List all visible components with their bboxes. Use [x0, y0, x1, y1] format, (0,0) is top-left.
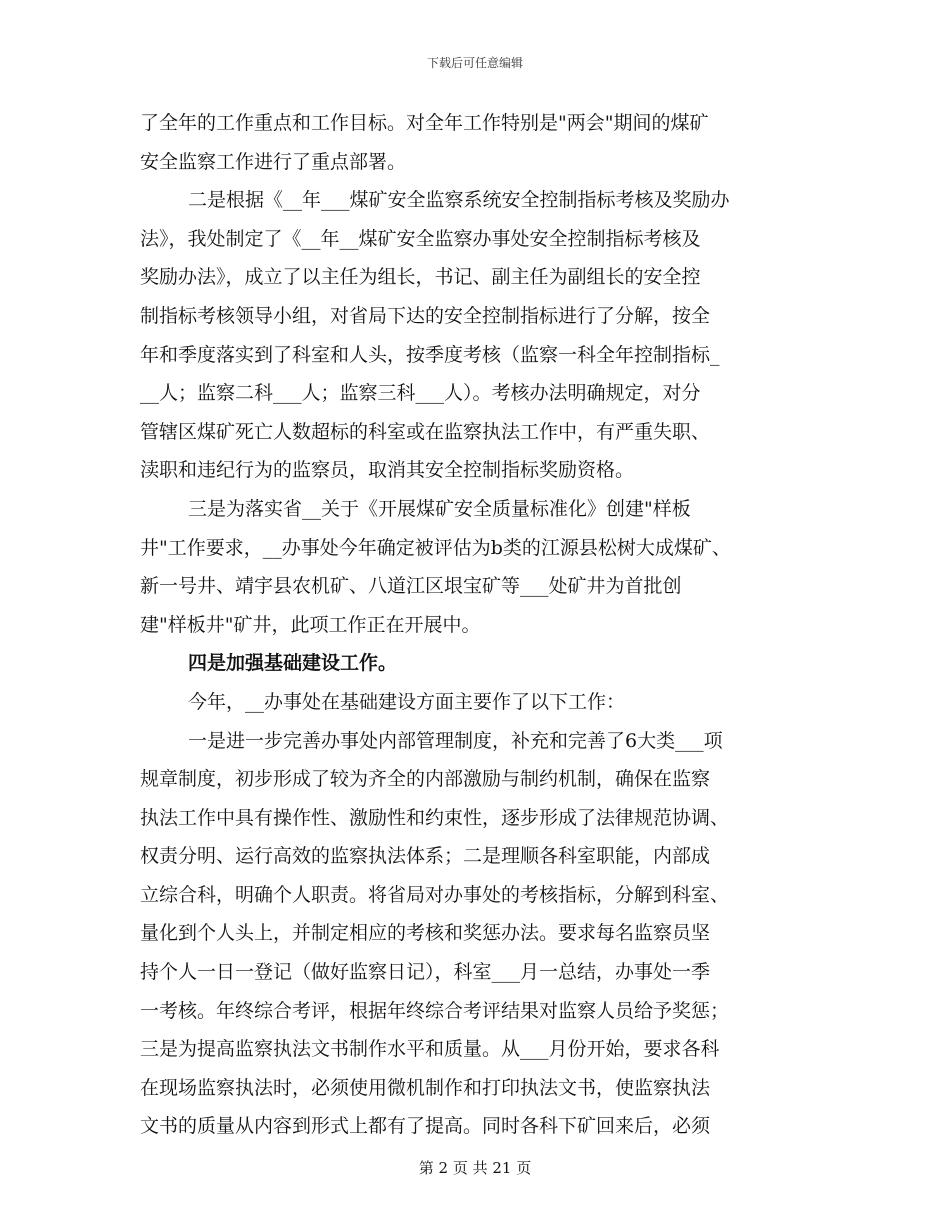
text-line: 年和季度落实到了科室和人头，按季度考核（监察一科全年控制指标_ [140, 343, 720, 366]
paragraph-first-line: 一是进一步完善办事处内部管理制度，补充和完善了6大类___项 [188, 729, 723, 752]
text-line: 管辖区煤矿死亡人数超标的科室或在监察执法工作中，有严重失职、 [140, 420, 711, 443]
page-header-note: 下载后可任意编辑 [426, 56, 523, 70]
text-line: 规章制度，初步形成了较为齐全的内部激励与制约机制，确保在监察 [140, 768, 711, 791]
paragraph-first-line: 三是为落实省__关于《开展煤矿安全质量标准化》创建"样板 [188, 497, 691, 520]
text-line: 执法工作中具有操作性、激励性和约束性，逐步形成了法律规范协调、 [140, 806, 730, 829]
text-line: 一考核。年终综合考评，根据年终综合考评结果对监察人员给予奖惩； [140, 999, 730, 1022]
text-line: __人；监察二科___人；监察三科___人）。考核办法明确规定，对分 [140, 382, 701, 405]
document-body [140, 104, 820, 1146]
text-line: 在现场监察执法时，必须使用微机制作和打印执法文书，使监察执法 [140, 1076, 711, 1099]
text-line: 文书的质量从内容到形式上都有了提高。同时各科下矿回来后，必须 [140, 1115, 711, 1138]
text-line: 法》，我处制定了《__年__煤矿安全监察办事处安全控制指标考核及 [140, 227, 701, 250]
page-number: 第 2 页 共 21 页 [418, 1159, 532, 1177]
text-line: 渎职和违纪行为的监察员，取消其安全控制指标奖励资格。 [140, 459, 635, 482]
text-line: 制指标考核领导小组，对省局下达的安全控制指标进行了分解，按全 [140, 304, 711, 327]
text-line: 奖励办法》，成立了以主任为组长，书记、副主任为副组长的安全控 [140, 266, 701, 289]
text-line: 新一号井、靖宇县农机矿、八道江区垠宝矿等___处矿井为首批创 [140, 575, 682, 598]
text-line: 井"工作要求，__办事处今年确定被评估为b类的江源县松树大成煤矿、 [140, 536, 731, 559]
paragraph-first-line: 二是根据《__年___煤矿安全监察系统安全控制指标考核及奖励办 [188, 189, 730, 212]
text-line: 持个人一日一登记（做好监察日记），科室___月一总结，办事处一季 [140, 961, 711, 984]
text-line: 了全年的工作重点和工作目标。对全年工作特别是"两会"期间的煤矿 [140, 112, 709, 134]
text-line: 权责分明、运行高效的监察执法体系；二是理顺各科室职能，内部成 [140, 845, 711, 868]
text-line: 量化到个人头上，并制定相应的考核和奖惩办法。要求每名监察员坚 [140, 922, 711, 945]
text-line: 三是为提高监察执法文书制作水平和质量。从___月份开始，要求各科 [140, 1038, 720, 1061]
section-heading: 四是加强基础建设工作。 [188, 652, 398, 675]
text-line: 建"样板井"矿井，此项工作正在开展中。 [140, 613, 481, 636]
paragraph-first-line: 今年，__办事处在基础建设方面主要作了以下工作： [188, 690, 626, 713]
text-line: 立综合科，明确个人职责。将省局对办事处的考核指标，分解到科室、 [140, 883, 730, 906]
text-line: 安全监察工作进行了重点部署。 [140, 150, 407, 173]
